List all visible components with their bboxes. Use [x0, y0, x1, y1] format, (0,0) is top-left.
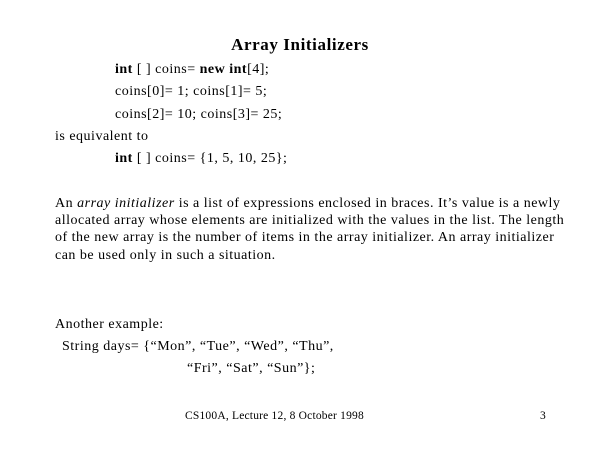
- code-line-assign-1: coins[0]= 1; coins[1]= 5;: [115, 84, 268, 99]
- example-code-line-1: String days= {“Mon”, “Tue”, “Wed”, “Thu”,: [62, 339, 334, 354]
- paragraph-body: is a list of expressions enclosed in braces. It’s value is a newly allocated array whose elements are initialized with the values in the list. The length of the new array is the number of items in the array initializer. An array initializer can be used only in such a situation.: [55, 196, 565, 263]
- footer-course: CS100A, Lecture 12, 8 October 1998: [185, 410, 364, 422]
- code-line-assign-2: coins[2]= 10; coins[3]= 25;: [115, 107, 283, 122]
- code-keyword-int: int: [115, 151, 133, 166]
- code-line-initializer: [115, 151, 287, 167]
- another-example-label: Another example:: [55, 317, 164, 332]
- slide-title: Array Initializers: [231, 35, 369, 54]
- paragraph-lead: An: [55, 196, 78, 211]
- code-line-declaration: [115, 62, 269, 78]
- explanation-paragraph: [55, 195, 575, 264]
- example-code-line-2: “Fri”, “Sat”, “Sun”};: [187, 361, 316, 376]
- code-keyword-int: int: [115, 62, 133, 77]
- code-keyword-new-int: new int: [199, 62, 248, 77]
- code-text: [ ] coins= {1, 5, 10, 25};: [132, 151, 288, 166]
- paragraph-term: array initializer: [77, 196, 175, 211]
- footer-page-number: 3: [540, 410, 546, 422]
- equivalent-text: is equivalent to: [55, 129, 149, 144]
- code-text: [ ] coins=: [132, 62, 200, 77]
- code-text: [4];: [247, 62, 270, 77]
